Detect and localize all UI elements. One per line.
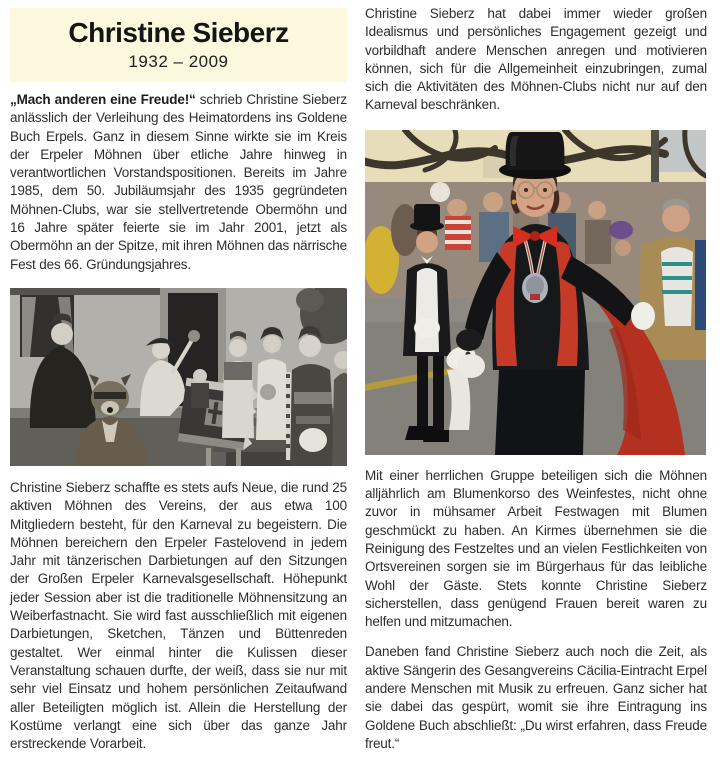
paragraph-intro-text: schrieb Christine Sieberz anlässlich der Verleihung des Heimatordens ins Goldene Buch Erpels. Ganz in diesem Sinne wirkte sie im Kreis der Erpeler Möhnen über etliche Jahre hinweg in verantwortlichen Vorstandspositionen. Bereits im Jahre 1985, dem 50. Jubiläumsjahr des 1935 gegründeten Möhnen-Clubs, war sie stellvertretende Obermöhn und 16 Jahre später feierte sie im Jahr 2001, jetzt als Obermöhn an der Spitze, mit ihren Möhnen das närrische Fest des 66. Gründungsjahres.: [10, 92, 348, 272]
life-years: 1932 – 2009: [128, 51, 229, 71]
paragraph-right-1: Christine Sieberz hat dabei immer wieder großen Idealismus und persönliches Engagement gezeigt und vorbildhaft andere Menschen anregen und motivieren können, sich für die Allgemeinheit einzubringen, zumal sich die Aktivitäten des Möhnen-Clubs nicht nur auf den Karneval beschränken.: [365, 6, 707, 113]
title-box: [10, 8, 347, 82]
photo-bw-moehnen-group: [10, 288, 347, 466]
color-photo-illustration: [365, 130, 706, 455]
paragraph-right-2: Mit einer herrlichen Gruppe beteiligen sich die Möhnen alljährlich am Blumenkorso des Weinfestes, nicht ohne zuvor in mühsamer Arbeit Festwagen mit Blumen geschmückt zu haben. An Kirmes übernehmen sie die Reinigung des Festzeltes und an vielen Festlichkeiten von Ortsvereinen sorgen sie im Bürgerhaus für das leibliche Wohl der Gäste. Stets konnte Christine Sieberz sicherstellen, dass genügend Frauen bereit waren zu helfen und mitzumachen.: [365, 467, 707, 630]
paragraph-right-3: Daneben fand Christine Sieberz auch noch die Zeit, als aktive Sängerin des Gesangvereins Cäcilia-Eintracht Erpel andere Menschen mit Musik zu erfreuen. Ganz sicher hat sie dabei das gespürt, womit sie ihre Eintragung ins Goldene Buch abschließt: „Du wirst erfahren, dass Freude freut.“: [365, 644, 707, 751]
right-column: [365, 5, 707, 753]
paragraph-left-2: Christine Sieberz schaffte es stets aufs Neue, die rund 25 aktiven Möhnen des Vereins, der aus etwa 100 Mitgliedern besteht, für den Karneval zu begeistern. Die Möhnen bereichern den Erpeler Fastelovend in jedem Jahr mit tänzerischen Darbietungen auf den Sitzungen der Großen Erpeler Karnevalsgesellschaft. Höhepunkt jeder Session aber ist die traditionelle Möhnensitzung an Weiberfastnacht. Sie wird fast ausschließlich mit eigenen Darbietungen, Sketchen, Tänzen und Büttenreden gestaltet. Wer einmal hinter die Kulissen dieser Veranstaltung schauen durfte, der weiß, dass sie nur mit sehr viel Einsatz und hohem persönlichen Zeitaufwand aller Beteiligten möglich ist. Allein die Herstellung der Kostüme verlangt eine sich über das ganze Jahr erstreckende Vorarbeit.: [10, 479, 347, 752]
left-column: [10, 8, 347, 753]
page-title: Christine Sieberz: [68, 17, 289, 49]
bw-photo-illustration: [10, 288, 347, 466]
photo-color-parade: [365, 130, 707, 455]
paragraph-intro: [10, 91, 347, 274]
lead-quote: „Mach anderen eine Freude!“: [10, 92, 196, 107]
